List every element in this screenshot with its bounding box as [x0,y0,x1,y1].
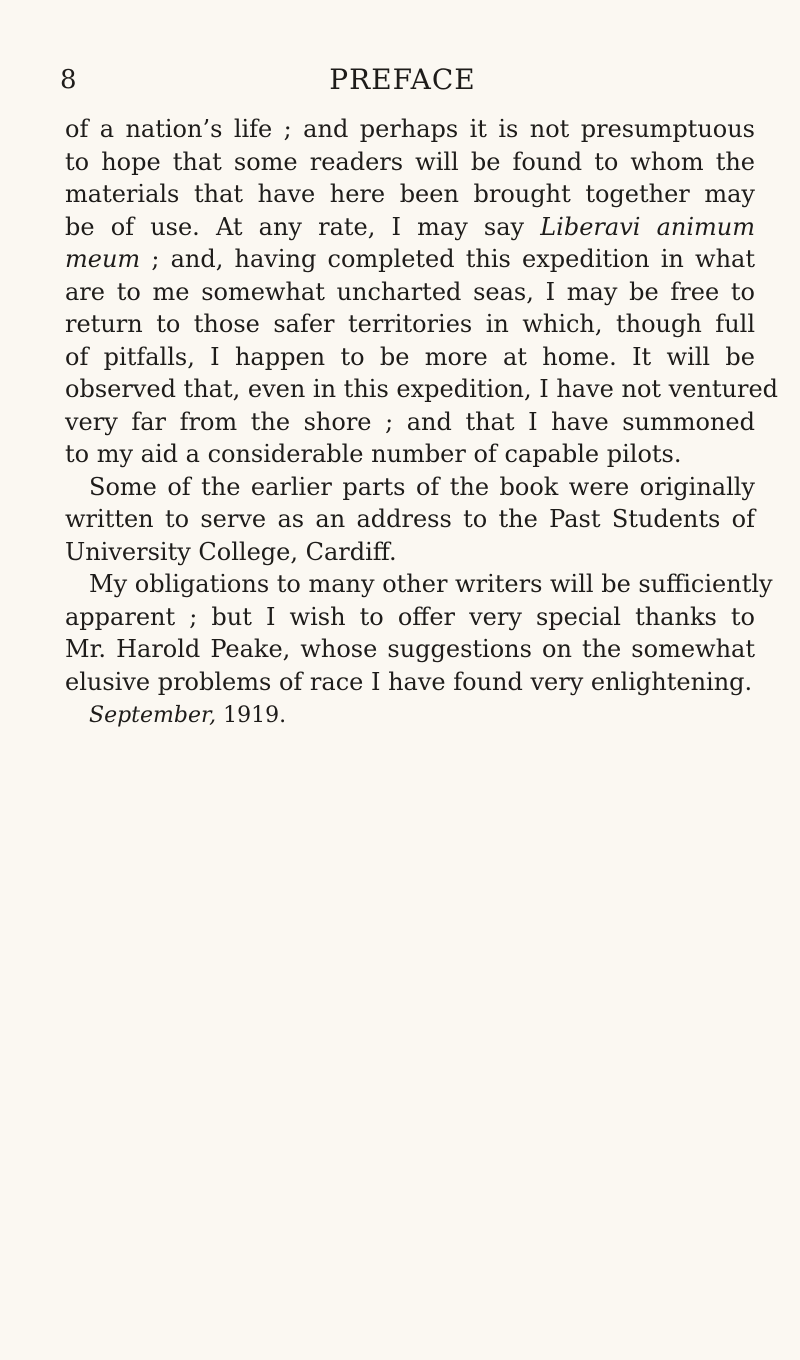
text-line: Some of the earlier parts of the book were originally [89,472,755,501]
text-line: Mr. Harold Peake, whose suggestions on the somewhat [65,635,755,663]
text-line: elusive problems of race I have found very enlightening. [65,667,753,696]
signoff-year: 1919. [216,703,287,728]
text-line: to my aid a considerable number of capable pilots. [65,440,682,468]
text-line: very far from the shore ; and that I have summoned [65,407,755,436]
text-line: observed that, even in this expedition, I have not ventured [65,375,779,403]
text-line [65,243,755,276]
page-header [60,60,745,100]
text-line: of a nation’s life ; and perhaps it is not presumptuous [65,115,755,143]
latin-phrase: Liberavi animum [540,212,755,241]
text-line [65,211,755,244]
paragraph-3 [65,568,773,698]
latin-phrase-end: meum [65,245,141,273]
paragraph-1 [65,113,779,471]
text-line: materials that have here been brought together may [65,180,755,208]
text-line: to hope that some readers will be found to whom the [65,147,755,176]
signoff-month: September, [89,703,217,728]
text-span: ; and, having completed this expedition in what [140,245,755,273]
preface-text [65,113,779,732]
text-line: are to me somewhat uncharted seas, I may be free to [65,277,755,306]
text-line: of pitfalls, I happen to be more at home. It will be [65,342,755,371]
text-line: return to those safer territories in which, though full [65,310,755,338]
text-line: My obligations to many other writers will be sufficiently [89,570,773,598]
running-head: PREFACE [329,63,476,96]
date-signoff [65,700,755,732]
text-line: written to serve as an address to the Past Students of [65,505,755,533]
page-number: 8 [60,65,77,95]
paragraph-2 [65,471,755,569]
text-line: apparent ; but I wish to offer very special thanks to [65,602,755,631]
text-line: University College, Cardiff. [65,537,397,566]
text-span: be of use. At any rate, I may say [65,212,541,241]
